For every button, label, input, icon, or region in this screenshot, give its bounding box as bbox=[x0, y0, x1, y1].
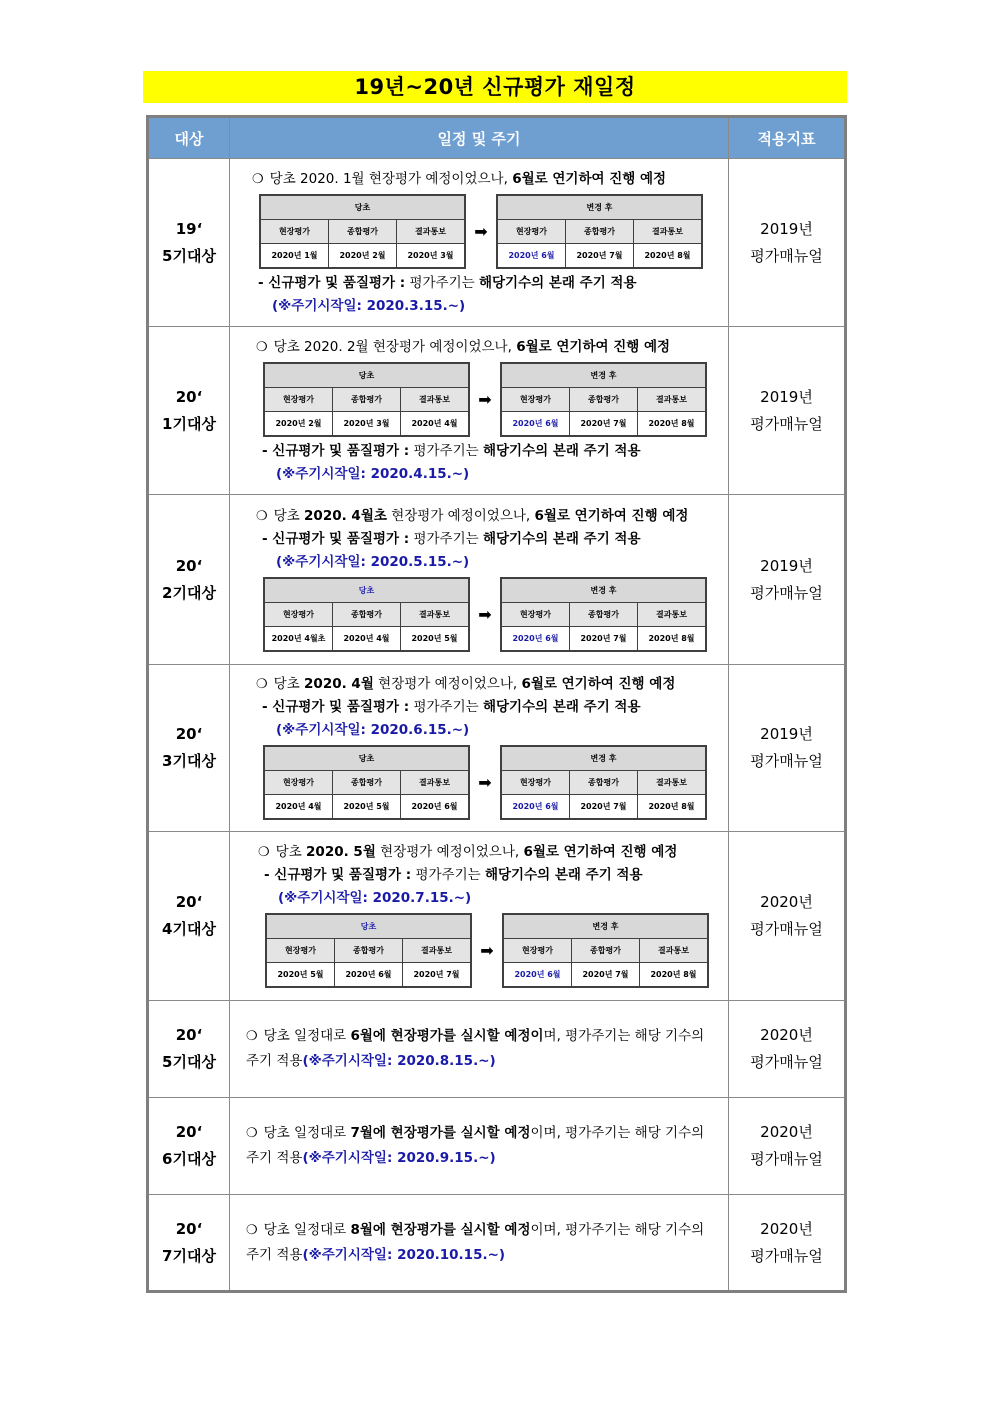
index-year: 2020년 bbox=[760, 1219, 813, 1238]
target-cohort: 2기대상 bbox=[162, 583, 216, 602]
circle-bullet-icon: ❍ bbox=[252, 171, 264, 187]
dash-label: - 신규평가 및 품질평가 : bbox=[262, 530, 410, 547]
index-manual: 평가매뉴얼 bbox=[750, 752, 823, 770]
table-row bbox=[148, 1195, 846, 1292]
plan-text-a: 당초 일정대로 bbox=[263, 1221, 351, 1238]
index-cell bbox=[729, 159, 846, 327]
col-overall: 종합평가 bbox=[570, 771, 638, 795]
target-cell bbox=[148, 1098, 230, 1195]
before-value: 2020년 3월 bbox=[397, 243, 466, 268]
dash-line bbox=[252, 272, 728, 295]
after-value: 2020년 8월 bbox=[638, 626, 707, 651]
col-overall: 종합평가 bbox=[333, 602, 401, 626]
dash-bold: 해당기수의 본래 주기 적용 bbox=[482, 442, 641, 459]
dash-bold: 해당기수의 본래 주기 적용 bbox=[484, 867, 643, 883]
target-cohort: 7기대상 bbox=[162, 1246, 216, 1265]
before-value: 2020년 4월 bbox=[333, 626, 401, 651]
index-cell bbox=[729, 327, 846, 495]
schedule-cell bbox=[230, 665, 729, 832]
col-overall: 종합평가 bbox=[566, 219, 634, 243]
col-onsite: 현장평가 bbox=[503, 939, 572, 963]
intro-text: 현장평가 예정이었으나, bbox=[386, 507, 535, 524]
dash-label: - 신규평가 및 품질평가 : bbox=[264, 867, 412, 883]
plan-text-a: 당초 일정대로 bbox=[263, 1125, 351, 1141]
index-cell bbox=[729, 495, 846, 665]
plan-text-b: 이며, 평가주기는 해당 기수의 주기 적용 bbox=[246, 1125, 705, 1166]
dash-line bbox=[258, 864, 728, 887]
target-cohort: 6기대상 bbox=[162, 1150, 216, 1168]
before-table bbox=[263, 577, 470, 652]
start-date: (※주기시작일: 2020.6.15.~) bbox=[276, 722, 470, 738]
after-value: 2020년 6월 bbox=[503, 963, 572, 988]
after-value: 2020년 6월 bbox=[497, 243, 566, 268]
index-manual: 평가매뉴얼 bbox=[750, 246, 823, 265]
target-cell bbox=[148, 327, 230, 495]
after-value: 2020년 6월 bbox=[501, 626, 570, 651]
target-cohort: 4기대상 bbox=[162, 920, 216, 938]
dash-text: 평가주기는 bbox=[409, 442, 483, 459]
target-cell bbox=[148, 1195, 230, 1292]
circle-bullet-icon: ❍ bbox=[256, 339, 268, 355]
plan-text bbox=[230, 1004, 728, 1094]
dash-line bbox=[256, 528, 728, 551]
schedule-cell bbox=[230, 1098, 729, 1195]
intro-bold-date: 2020. 4월초 bbox=[304, 507, 387, 524]
plan-text bbox=[230, 1101, 728, 1191]
index-manual: 평가매뉴얼 bbox=[750, 583, 823, 602]
col-overall: 종합평가 bbox=[329, 219, 397, 243]
target-year: 20‘ bbox=[175, 1123, 203, 1141]
plan-text bbox=[230, 1198, 728, 1288]
dash-text: 평가주기는 bbox=[409, 699, 483, 715]
after-label: 변경 후 bbox=[497, 195, 702, 220]
target-cell bbox=[148, 495, 230, 665]
col-overall: 종합평가 bbox=[333, 771, 401, 795]
before-value: 2020년 7월 bbox=[403, 963, 472, 988]
target-year: 20‘ bbox=[175, 387, 203, 406]
target-cohort: 5기대상 bbox=[162, 246, 216, 265]
table-row bbox=[148, 327, 846, 495]
index-cell bbox=[729, 665, 846, 832]
intro-text: 현장평가 예정이었으나, bbox=[373, 676, 522, 692]
col-overall: 종합평가 bbox=[570, 387, 638, 411]
intro-line bbox=[256, 505, 728, 528]
col-onsite: 현장평가 bbox=[497, 219, 566, 243]
before-value: 2020년 3월 bbox=[333, 411, 401, 436]
before-value: 2020년 4월 bbox=[264, 795, 333, 820]
target-cell bbox=[148, 665, 230, 832]
before-value: 2020년 5월 bbox=[266, 963, 335, 988]
table-row bbox=[148, 1001, 846, 1098]
col-overall: 종합평가 bbox=[570, 602, 638, 626]
after-value: 2020년 8월 bbox=[638, 411, 707, 436]
col-onsite: 현장평가 bbox=[501, 602, 570, 626]
schedule-compare bbox=[259, 194, 728, 269]
table-row bbox=[148, 665, 846, 832]
col-result: 결과통보 bbox=[638, 771, 707, 795]
target-year: 19‘ bbox=[175, 219, 203, 238]
index-year: 2019년 bbox=[760, 387, 813, 406]
before-table bbox=[263, 362, 470, 437]
table-header-row bbox=[148, 117, 846, 159]
after-value: 2020년 8월 bbox=[640, 963, 709, 988]
schedule-compare bbox=[263, 745, 728, 820]
dash-line bbox=[256, 696, 728, 719]
dash-text: 평가주기는 bbox=[409, 530, 483, 547]
start-date: (※주기시작일: 2020.4.15.~) bbox=[276, 465, 470, 482]
after-value: 2020년 7월 bbox=[570, 626, 638, 651]
intro-line bbox=[256, 336, 728, 359]
index-manual: 평가매뉴얼 bbox=[750, 1150, 823, 1168]
after-label: 변경 후 bbox=[503, 914, 708, 939]
circle-bullet-icon: ❍ bbox=[256, 508, 268, 524]
dash-label: - 신규평가 및 품질평가 : bbox=[262, 442, 410, 459]
target-cell bbox=[148, 832, 230, 1001]
col-onsite: 현장평가 bbox=[501, 387, 570, 411]
intro-text: 당초 bbox=[273, 507, 305, 524]
table-row bbox=[148, 1098, 846, 1195]
intro-text: 현장평가 예정이었으나, bbox=[375, 844, 524, 860]
intro-bold: 6월로 연기하여 진행 예정 bbox=[521, 676, 676, 692]
before-table bbox=[265, 913, 472, 988]
index-year: 2019년 bbox=[760, 725, 813, 743]
plan-text-bold: 8월에 현장평가를 실시할 예정 bbox=[350, 1221, 531, 1238]
plan-text-b: 이며, 평가주기는 해당 기수의 주기 적용 bbox=[246, 1221, 705, 1263]
start-date: (※주기시작일: 2020.10.15.~) bbox=[302, 1246, 506, 1263]
right-arrow-icon: ➡ bbox=[478, 773, 492, 792]
dash-bold: 해당기수의 본래 주기 적용 bbox=[482, 699, 641, 715]
col-result: 결과통보 bbox=[634, 219, 703, 243]
index-cell bbox=[729, 1098, 846, 1195]
schedule-cell bbox=[230, 1001, 729, 1098]
after-value: 2020년 6월 bbox=[501, 411, 570, 436]
col-overall: 종합평가 bbox=[333, 387, 401, 411]
index-cell bbox=[729, 1001, 846, 1098]
index-cell bbox=[729, 1195, 846, 1292]
before-value: 2020년 5월 bbox=[333, 795, 401, 820]
before-value: 2020년 4월 bbox=[401, 411, 470, 436]
index-manual: 평가매뉴얼 bbox=[750, 1246, 823, 1265]
intro-text: 당초 bbox=[273, 676, 305, 692]
after-value: 2020년 8월 bbox=[638, 795, 707, 820]
circle-bullet-icon: ❍ bbox=[256, 677, 268, 692]
right-arrow-icon: ➡ bbox=[474, 221, 488, 241]
page-title: 19년~20년 신규평가 재일정 bbox=[143, 71, 847, 103]
target-year: 20‘ bbox=[175, 556, 203, 575]
col-result: 결과통보 bbox=[401, 602, 470, 626]
index-manual: 평가매뉴얼 bbox=[750, 920, 823, 938]
plan-text-bold: 7월에 현장평가를 실시할 예정 bbox=[350, 1125, 531, 1141]
after-value: 2020년 7월 bbox=[570, 795, 638, 820]
target-cell bbox=[148, 159, 230, 327]
intro-line bbox=[252, 168, 728, 191]
before-value: 2020년 2월 bbox=[264, 411, 333, 436]
after-table bbox=[496, 194, 703, 269]
col-onsite: 현장평가 bbox=[501, 771, 570, 795]
col-overall: 종합평가 bbox=[335, 939, 403, 963]
col-result: 결과통보 bbox=[638, 602, 707, 626]
target-year: 20‘ bbox=[175, 725, 203, 743]
before-label: 당초 bbox=[260, 195, 465, 220]
dash-label: - 신규평가 및 품질평가 : bbox=[262, 699, 410, 715]
intro-bold-date: 2020. 4월 bbox=[304, 676, 374, 692]
index-year: 2020년 bbox=[760, 1123, 813, 1141]
after-table bbox=[500, 362, 707, 437]
col-onsite: 현장평가 bbox=[266, 939, 335, 963]
intro-bold: 6월로 연기하여 진행 예정 bbox=[534, 507, 689, 524]
circle-bullet-icon: ❍ bbox=[258, 845, 270, 860]
schedule-cell bbox=[230, 159, 729, 327]
dash-bold: 해당기수의 본래 주기 적용 bbox=[478, 274, 637, 291]
index-manual: 평가매뉴얼 bbox=[750, 414, 823, 433]
after-table bbox=[502, 913, 709, 988]
right-arrow-icon: ➡ bbox=[478, 604, 492, 624]
col-onsite: 현장평가 bbox=[260, 219, 329, 243]
before-table bbox=[263, 745, 470, 820]
index-year: 2020년 bbox=[760, 893, 813, 911]
start-date: (※주기시작일: 2020.9.15.~) bbox=[302, 1150, 496, 1166]
start-date: (※주기시작일: 2020.5.15.~) bbox=[276, 553, 470, 570]
schedule-table bbox=[146, 115, 847, 1293]
intro-bold: 6월로 연기하여 진행 예정 bbox=[516, 338, 671, 355]
col-result: 결과통보 bbox=[401, 387, 470, 411]
before-label: 당초 bbox=[264, 578, 469, 603]
plan-text-a: 당초 일정대로 bbox=[263, 1028, 351, 1044]
after-table bbox=[500, 577, 707, 652]
after-value: 2020년 6월 bbox=[501, 795, 570, 820]
target-cohort: 1기대상 bbox=[162, 414, 216, 433]
col-result: 결과통보 bbox=[640, 939, 709, 963]
intro-bold: 6월로 연기하여 진행 예정 bbox=[523, 844, 678, 860]
circle-bullet-icon: ❍ bbox=[246, 1029, 258, 1044]
after-label: 변경 후 bbox=[501, 363, 706, 388]
intro-text: 당초 2020. 1월 현장평가 예정이었으나, bbox=[269, 170, 513, 187]
dash-text: 평가주기는 bbox=[405, 274, 479, 291]
before-value: 2020년 1월 bbox=[260, 243, 329, 268]
before-table bbox=[259, 194, 466, 269]
target-cohort: 5기대상 bbox=[162, 1053, 216, 1071]
right-arrow-icon: ➡ bbox=[480, 941, 494, 960]
schedule-cell bbox=[230, 1195, 729, 1292]
after-value: 2020년 7월 bbox=[570, 411, 638, 436]
before-value: 2020년 6월 bbox=[401, 795, 470, 820]
circle-bullet-icon: ❍ bbox=[246, 1222, 258, 1238]
index-manual: 평가매뉴얼 bbox=[750, 1053, 823, 1071]
after-table bbox=[500, 745, 707, 820]
schedule-compare bbox=[263, 362, 728, 437]
dash-label: - 신규평가 및 품질평가 : bbox=[258, 274, 406, 291]
intro-line bbox=[256, 673, 728, 696]
target-year: 20‘ bbox=[175, 1219, 203, 1238]
before-value: 2020년 5월 bbox=[401, 626, 470, 651]
target-cell bbox=[148, 1001, 230, 1098]
col-result: 결과통보 bbox=[401, 771, 470, 795]
col-onsite: 현장평가 bbox=[264, 771, 333, 795]
table-row bbox=[148, 495, 846, 665]
target-year: 20‘ bbox=[175, 893, 203, 911]
start-date: (※주기시작일: 2020.7.15.~) bbox=[278, 890, 472, 906]
index-year: 2020년 bbox=[760, 1026, 813, 1044]
intro-text: 당초 2020. 2월 현장평가 예정이었으나, bbox=[273, 338, 517, 355]
schedule-cell bbox=[230, 832, 729, 1001]
col-result: 결과통보 bbox=[403, 939, 472, 963]
before-value: 2020년 2월 bbox=[329, 243, 397, 268]
table-row bbox=[148, 832, 846, 1001]
after-value: 2020년 7월 bbox=[566, 243, 634, 268]
plan-text-b: 며, 평가주기는 해당 기수의 주기 적용 bbox=[246, 1028, 705, 1069]
index-year: 2019년 bbox=[760, 219, 813, 238]
circle-bullet-icon: ❍ bbox=[246, 1126, 258, 1141]
after-label: 변경 후 bbox=[501, 746, 706, 771]
before-label: 당초 bbox=[264, 363, 469, 388]
table-row bbox=[148, 159, 846, 327]
dash-bold: 해당기수의 본래 주기 적용 bbox=[482, 530, 641, 547]
schedule-compare bbox=[265, 913, 728, 988]
col-overall: 종합평가 bbox=[572, 939, 640, 963]
intro-bold: 6월로 연기하여 진행 예정 bbox=[512, 170, 667, 187]
header-target: 대상 bbox=[148, 117, 230, 159]
after-label: 변경 후 bbox=[501, 578, 706, 603]
schedule-compare bbox=[263, 577, 728, 652]
col-result: 결과통보 bbox=[638, 387, 707, 411]
intro-bold-date: 2020. 5월 bbox=[306, 844, 376, 860]
before-value: 2020년 6월 bbox=[335, 963, 403, 988]
target-cohort: 3기대상 bbox=[162, 752, 216, 770]
dash-text: 평가주기는 bbox=[411, 867, 485, 883]
index-year: 2019년 bbox=[760, 556, 813, 575]
col-onsite: 현장평가 bbox=[264, 387, 333, 411]
before-value: 2020년 4월초 bbox=[264, 626, 333, 651]
intro-text: 당초 bbox=[275, 844, 307, 860]
plan-text-bold: 6월에 현장평가를 실시할 예정이 bbox=[350, 1028, 544, 1044]
after-value: 2020년 8월 bbox=[634, 243, 703, 268]
index-cell bbox=[729, 832, 846, 1001]
dash-line bbox=[256, 440, 728, 463]
header-schedule: 일정 및 주기 bbox=[230, 117, 729, 159]
before-label: 당초 bbox=[264, 746, 469, 771]
start-date: (※주기시작일: 2020.3.15.~) bbox=[272, 297, 466, 314]
schedule-cell bbox=[230, 495, 729, 665]
right-arrow-icon: ➡ bbox=[478, 389, 492, 409]
col-onsite: 현장평가 bbox=[264, 602, 333, 626]
after-value: 2020년 7월 bbox=[572, 963, 640, 988]
intro-line bbox=[258, 841, 728, 864]
schedule-cell bbox=[230, 327, 729, 495]
start-date: (※주기시작일: 2020.8.15.~) bbox=[302, 1053, 496, 1069]
target-year: 20‘ bbox=[175, 1026, 203, 1044]
header-index: 적용지표 bbox=[729, 117, 846, 159]
col-result: 결과통보 bbox=[397, 219, 466, 243]
before-label: 당초 bbox=[266, 914, 471, 939]
